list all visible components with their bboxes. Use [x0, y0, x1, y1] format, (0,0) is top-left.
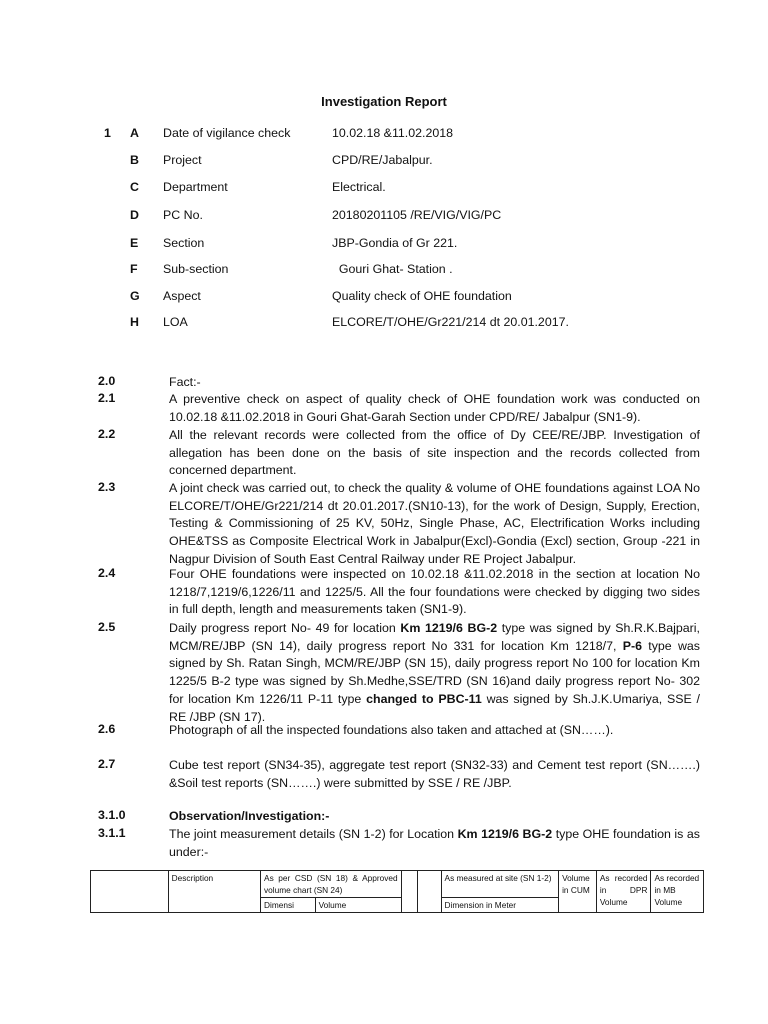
subheader-dimension-meter: Dimension in Meter [441, 898, 559, 913]
para-number: 2.2 [98, 427, 116, 441]
change-highlight: changed to PBC-11 [366, 691, 482, 706]
row-value: ELCORE/T/OHE/Gr221/214 dt 20.01.2017. [332, 315, 569, 329]
location-highlight: Km 1219/6 BG-2 [457, 827, 553, 841]
text-run: type was signed by Sh.R.K.Bajpari, MCM/RE/JBP (SN 14), daily progress report No 331 for location Km 1218/7, [169, 621, 700, 653]
text-run: was signed by Sh.J.K.Umariya, SSE / RE /JBP (SN 17). [169, 691, 700, 724]
row-label: Sub-section [163, 262, 229, 276]
table-cell [418, 871, 441, 913]
table-cell [401, 871, 418, 913]
para-number: 2.7 [98, 757, 116, 771]
header-mb: As recorded in MB Volume [651, 871, 704, 913]
para-text: A joint check was carried out, to check the quality & volume of OHE foundations against LOA No ELCORE/T/OHE/Gr221/214 dt 20.01.2017.(SN10-13), for the work of Design, Supply, Erection, Testing & Commissioning of 25 KV, 50Hz, Single Phase, AC, Electrification Works including OHE&TSS as Composite Electrical Work in Jabalpur(Excl)-Gondia (Excl) section, Group -221 in Nagpur Division of South East Central Railway under RE Project Jabalpur. [169, 481, 700, 566]
row-letter: G [130, 289, 140, 303]
row-label: Department [163, 180, 228, 194]
para-number: 2.3 [98, 480, 116, 494]
para-number: 3.1.0 [98, 808, 126, 822]
para-text: Photograph of all the inspected foundations also taken and attached at (SN……). [169, 723, 614, 737]
para-number: 2.6 [98, 722, 116, 736]
para-heading: Fact:- [169, 375, 201, 389]
measurement-table [90, 870, 704, 913]
para-number: 2.1 [98, 391, 116, 405]
row-letter: B [130, 153, 139, 167]
row-value: JBP-Gondia of Gr 221. [332, 236, 458, 250]
para-heading: Observation/Investigation:- [169, 809, 330, 823]
para-text: A preventive check on aspect of quality check of OHE foundation work was conducted on 10.02.18 &11.02.2018 in Gouri Ghat-Garah Section under CPD/RE/ Jabalpur (SN1-9). [169, 392, 700, 424]
row-letter: C [130, 180, 139, 194]
text-run: type was signed by Sh. Ratan Singh, MCM/RE/JBP (SN 15), daily progress report No 100 for location Km 1225/5 B-2 type was signed by Sh.Medhe,SSE/TRD (SN 16)and daily progress report No- 302 for location Km 1226/11 P-11 type [169, 638, 700, 706]
row-value: 20180201105 /RE/VIG/VIG/PC [332, 208, 502, 222]
table-header-row [91, 871, 704, 898]
row-letter: H [130, 315, 139, 329]
location-highlight: Km 1219/6 BG-2 [400, 621, 498, 635]
row-value: 10.02.18 &11.02.2018 [332, 126, 454, 140]
header-csd: As per CSD (SN 18) & Approved volume chart (SN 24) [261, 871, 402, 898]
page-title: Investigation Report [321, 94, 447, 109]
row-label: LOA [163, 315, 188, 329]
table-cell [91, 871, 169, 913]
para-text: Four OHE foundations were inspected on 10.02.18 &11.02.2018 in the section at location No 1218/7,1219/6,1226/11 and 1225/5. All the four foundations were checked by digging two sides in full depth, length and measurements taken (SN1-9). [169, 567, 700, 617]
para-text [169, 620, 700, 726]
row-value: Electrical. [332, 180, 386, 194]
para-number: 2.0 [98, 374, 116, 388]
subheader-dimensi: Dimensi [261, 898, 316, 913]
para-text: All the relevant records were collected from the office of Dy CEE/RE/JBP. Investigation of allegation has been done on the basis of site inspection and the records collected from concerned department. [169, 428, 700, 478]
subheader-volume: Volume [315, 898, 401, 913]
row-label: PC No. [163, 208, 203, 222]
para-text: Cube test report (SN34-35), aggregate test report (SN32-33) and Cement test report (SN…….) &Soil test reports (SN…….) were submitted by SSE / RE /JBP. [169, 758, 700, 790]
row-label: Project [163, 153, 202, 167]
row-label: Section [163, 236, 205, 250]
section-number-1: 1 [104, 126, 111, 140]
text-run: The joint measurement details (SN 1-2) for Location [169, 827, 458, 841]
row-value: Gouri Ghat- Station . [332, 262, 453, 276]
header-site: As measured at site (SN 1-2) [441, 871, 559, 898]
text-run: type OHE foundation is as under:- [169, 827, 701, 859]
header-description: Description [168, 871, 260, 913]
row-letter: A [130, 126, 139, 140]
row-label: Aspect [163, 289, 201, 303]
row-value: Quality check of OHE foundation [332, 289, 512, 303]
row-label: Date of vigilance check [163, 126, 291, 140]
para-number: 2.4 [98, 566, 116, 580]
para-number: 3.1.1 [98, 826, 126, 840]
row-value: CPD/RE/Jabalpur. [332, 153, 433, 167]
row-letter: D [130, 208, 139, 222]
type-highlight: P-6 [622, 638, 643, 653]
row-letter: F [130, 262, 138, 276]
header-dpr: As recorded in DPR Volume [596, 871, 651, 913]
para-text [169, 826, 700, 861]
text-run: Daily progress report No- 49 for location [169, 621, 401, 635]
row-letter: E [130, 236, 139, 250]
header-volume-cum: Volume in CUM [559, 871, 597, 913]
para-number: 2.5 [98, 620, 116, 634]
